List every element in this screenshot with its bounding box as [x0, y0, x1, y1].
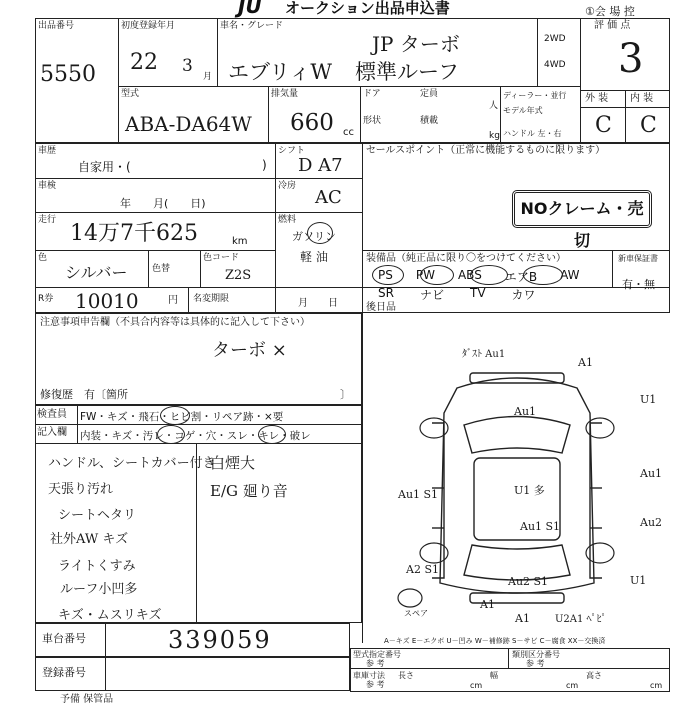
mark-au1-right: Au1 — [640, 467, 663, 480]
mileage-label: 走行 — [38, 215, 57, 225]
capacity-label: 定員 — [420, 89, 439, 99]
type-cert-ref: 参 考 — [366, 659, 385, 668]
circle-wear — [258, 425, 286, 444]
diagram-legend: A－キズ E－エクボ U－凹み W－補修跡 S－サビ C－腐食 XX－交換済 — [384, 637, 606, 645]
displacement-unit: cc — [343, 127, 354, 138]
first-reg-label: 初度登録年月 — [121, 21, 176, 31]
mark-au2-s1-rear: Au2 S1 — [508, 575, 549, 588]
first-reg-year: 22 — [130, 50, 158, 75]
equip-circle-pw — [420, 265, 454, 285]
repair-label: 修復歴 有〔箇所 — [40, 388, 128, 401]
note-line-5: ライトくすみ — [58, 559, 136, 574]
equip-tv: TV — [469, 286, 486, 300]
brand-logo: JU — [238, 0, 262, 18]
mark-u1-rear-right: U1 — [630, 574, 647, 587]
fuel-value1: ガソリン — [292, 230, 336, 243]
mark-au1-s1-left: Au1 S1 — [398, 488, 439, 501]
score-value: 3 — [618, 36, 644, 82]
inspector-row1: FW・キズ・飛石・ヒビ割・リペア跡・×要 — [80, 411, 284, 423]
mark-a1-bl: A1 — [480, 598, 495, 611]
person-unit: 人 — [489, 101, 499, 111]
category-label: 類別区分番号 — [512, 650, 560, 659]
mark-a1-bm: A1 — [515, 612, 530, 625]
mark-a1-top: A1 — [578, 356, 593, 369]
equip-circle-ps — [372, 265, 404, 285]
shift-label: シフト — [278, 146, 306, 156]
inspector-label2: 記入欄 — [37, 427, 67, 438]
note-line-1: ハンドル、シートカバー付き — [48, 456, 216, 471]
note-right-2: E/G 廻り音 — [210, 482, 288, 500]
type-cert-label: 型式指定番号 — [353, 650, 401, 659]
lot-no-value: 5550 — [40, 62, 96, 87]
car-diagram — [362, 313, 670, 643]
grade-line1: JP ターボ — [372, 32, 460, 56]
warranty-value: 有・無 — [622, 278, 655, 291]
no-claim-stamp: NOクレーム・売切 — [512, 190, 652, 228]
color-code-label: 色コード — [203, 253, 240, 263]
load-label: 積載 — [420, 116, 439, 126]
spare-label: スペア — [404, 609, 428, 618]
height-label: 高さ — [586, 671, 602, 680]
drive-4wd: 4WD — [544, 60, 566, 70]
circle-stone — [160, 406, 190, 425]
warranty-label: 新車保証書 — [618, 254, 658, 263]
retrofit-label: 後日品 — [366, 302, 396, 313]
name-change-label: 名変期限 — [193, 294, 230, 304]
shape-label: 形状 — [363, 116, 382, 126]
mileage-unit: km — [232, 236, 248, 247]
mark-au2-right: Au2 — [640, 516, 663, 529]
recycle-unit: 円 — [168, 295, 178, 306]
model-type-label: 型式 — [121, 89, 140, 99]
category-ref: 参 考 — [526, 659, 545, 668]
color-code-value: Z2S — [225, 268, 252, 283]
equip-aw: AW — [560, 268, 580, 282]
inspection-label: 車検 — [38, 181, 57, 191]
repair-close: 〕 — [340, 388, 351, 401]
venue-copy-label: ①会 場 控 — [585, 5, 635, 18]
recycle-label: R券 — [38, 294, 54, 304]
mark-u1-roof: U1 多 — [514, 484, 545, 497]
note-line-3: シートヘタリ — [58, 508, 137, 523]
footer-text: 予備 保管品 — [60, 694, 114, 705]
shift-value: D A7 — [298, 155, 343, 176]
vehicle-size-ref: 参 考 — [366, 680, 385, 689]
caution-value: ターボ × — [212, 340, 287, 361]
mark-u2a1: U2A1 ﾍﾟﾋﾟ — [555, 614, 607, 625]
inspector-label1: 検査員 — [37, 409, 67, 420]
caution-label: 注意事項申告欄（不具合内容等は具体的に記入して下さい） — [40, 317, 310, 328]
ext-grade: C — [595, 113, 612, 138]
fuel-value2: 軽 油 — [300, 250, 328, 264]
dealer-label: ディーラー・並行 — [503, 91, 567, 100]
equip-pw: PW — [415, 268, 435, 282]
equip-leather: カワ — [511, 288, 536, 302]
name-change-value: 月 日 — [298, 298, 338, 309]
int-label: 内 装 — [630, 93, 654, 104]
reg-label: 登録番号 — [42, 666, 86, 679]
int-grade: C — [640, 113, 657, 138]
inspection-value: 年 月( 日) — [120, 197, 206, 210]
equip-navi: ナビ — [419, 288, 444, 302]
history-value: 自家用・( — [78, 160, 131, 174]
history-close: ) — [262, 158, 267, 172]
mark-au1-front: Au1 — [514, 405, 537, 418]
equip-sr: SR — [378, 286, 394, 300]
recycle-value: 10010 — [75, 289, 139, 313]
note-line-4: 社外AW キズ — [50, 532, 129, 547]
width-cm: cm — [566, 681, 579, 690]
kg-unit: kg — [489, 131, 500, 141]
aircon-label: 冷房 — [278, 181, 297, 191]
note-right-1: 白煙大 — [210, 454, 256, 472]
note-line-7: キズ・ムスリキズ — [58, 608, 162, 623]
mark-au1-s1-rear: Au1 S1 — [520, 520, 561, 533]
inspector-row2: 内装・キズ・汚レ・コゲ・穴・スレ・キレ・破レ — [80, 430, 311, 442]
equip-ps: PS — [378, 268, 393, 282]
color-change-label: 色替 — [152, 264, 171, 274]
mark-dust: ﾀﾞｽﾄ Au1 — [462, 349, 506, 360]
circle-dirt — [157, 425, 185, 444]
model-year-label: モデル年式 — [503, 106, 543, 115]
grade-line2: 標準ルーフ — [355, 60, 459, 84]
length-label: 長さ — [398, 671, 414, 680]
form-title: オークション出品申込書 — [285, 0, 450, 17]
fuel-circle — [307, 222, 333, 244]
color-value: シルバー — [65, 263, 128, 282]
color-label: 色 — [38, 253, 48, 263]
length-cm: cm — [470, 681, 483, 690]
fuel-label: 燃料 — [278, 215, 297, 225]
mark-a2-s1: A2 S1 — [406, 563, 439, 576]
door-label: ドア — [363, 89, 381, 99]
mileage-value: 14万7千625 — [70, 221, 198, 246]
model-grade-label: 車名・グレード — [220, 21, 284, 31]
note-line-2: 天張り汚れ — [48, 482, 114, 497]
ext-label: 外 装 — [585, 93, 609, 104]
note-line-6: ルーフ小凹多 — [60, 582, 138, 597]
model-type-value: ABA-DA64W — [125, 112, 252, 136]
equip-label: 装備品（純正品に限り〇をつけてください） — [366, 253, 566, 264]
equip-airbag: エアB — [504, 270, 538, 284]
history-label: 車歴 — [38, 146, 57, 156]
month-unit: 月 — [203, 72, 213, 82]
score-label: 評 価 点 — [594, 20, 631, 31]
aircon-value: AC — [315, 187, 342, 208]
vehicle-size-label: 車庫寸法 — [353, 671, 385, 680]
lot-no-label: 出品番号 — [38, 21, 75, 31]
displacement-label: 排気量 — [271, 89, 299, 99]
car-name: エブリィW — [228, 60, 332, 84]
mark-u1-right1: U1 — [640, 393, 657, 406]
equip-circle-airbag — [523, 265, 563, 285]
displacement-value: 660 — [290, 110, 334, 136]
first-reg-month: 3 — [182, 56, 193, 76]
drive-2wd: 2WD — [544, 34, 566, 44]
chassis-value: 339059 — [168, 626, 272, 654]
equip-row2 — [378, 286, 536, 303]
width-label: 幅 — [490, 671, 498, 680]
chassis-label: 車台番号 — [42, 632, 86, 645]
sales-point-label: セールスポイント（正常に機能するものに限ります） — [366, 145, 606, 156]
equip-abs: ABS — [457, 268, 482, 282]
height-cm: cm — [650, 681, 663, 690]
handle-label: ハンドル 左・右 — [503, 129, 562, 138]
equip-circle-abs — [470, 265, 508, 285]
